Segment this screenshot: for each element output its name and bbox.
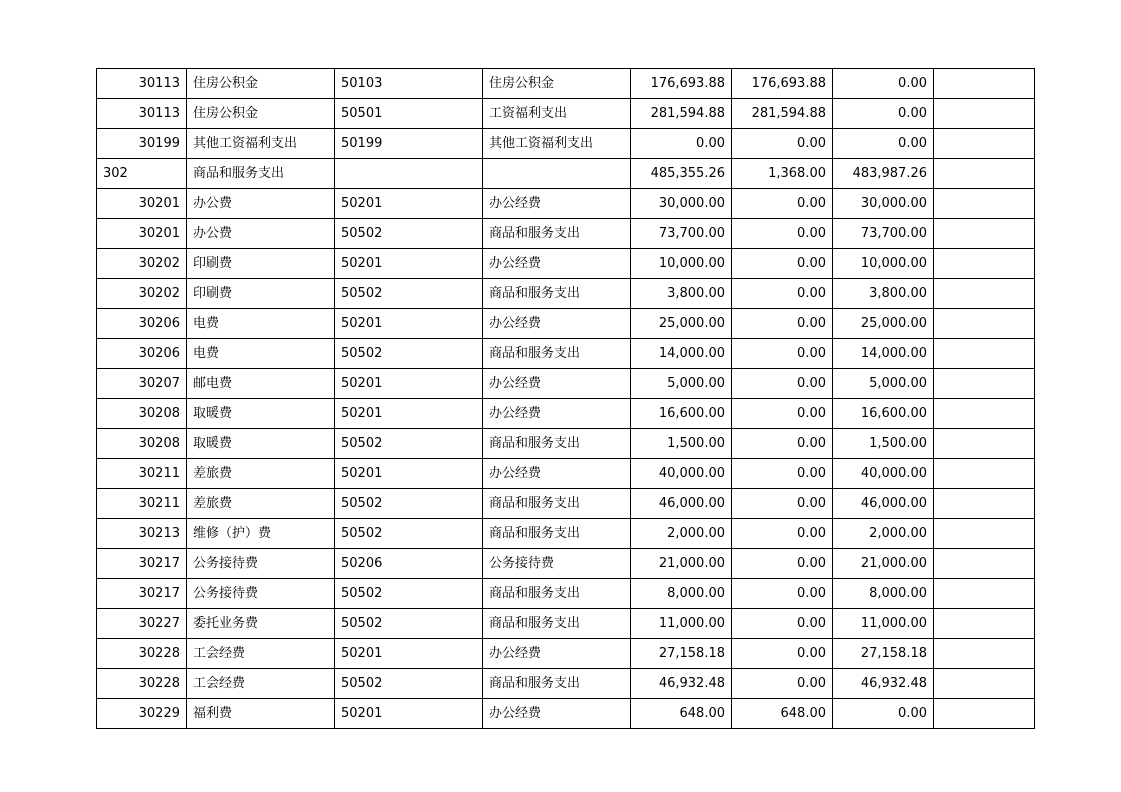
cell-total: 2,000.00 [631,519,732,549]
cell-econ-code [335,159,483,189]
cell-econ-code: 50201 [335,309,483,339]
cell-basic: 0.00 [732,519,833,549]
cell-econ-name: 商品和服务支出 [483,219,631,249]
cell-func-code: 30217 [97,549,187,579]
cell-func-name: 公务接待费 [187,549,335,579]
cell-econ-name: 办公经费 [483,369,631,399]
cell-func-name: 取暖费 [187,429,335,459]
cell-econ-code: 50502 [335,669,483,699]
table-row [97,129,1035,159]
cell-econ-code: 50201 [335,369,483,399]
cell-remark [934,279,1035,309]
cell-total: 46,932.48 [631,669,732,699]
cell-remark [934,249,1035,279]
cell-project: 8,000.00 [833,579,934,609]
cell-econ-code: 50199 [335,129,483,159]
cell-basic: 0.00 [732,369,833,399]
cell-func-code: 30229 [97,699,187,729]
cell-basic: 0.00 [732,189,833,219]
cell-basic: 0.00 [732,339,833,369]
cell-func-code: 30228 [97,639,187,669]
cell-remark [934,129,1035,159]
table-row [97,189,1035,219]
table-row [97,279,1035,309]
cell-total: 648.00 [631,699,732,729]
cell-remark [934,519,1035,549]
cell-econ-code: 50201 [335,639,483,669]
cell-basic: 0.00 [732,459,833,489]
cell-total: 21,000.00 [631,549,732,579]
cell-econ-code: 50502 [335,279,483,309]
cell-econ-name: 办公经费 [483,699,631,729]
cell-econ-code: 50201 [335,189,483,219]
cell-econ-code: 50201 [335,459,483,489]
cell-func-code: 30206 [97,339,187,369]
cell-project: 16,600.00 [833,399,934,429]
cell-total: 1,500.00 [631,429,732,459]
cell-econ-name: 办公经费 [483,399,631,429]
cell-total: 5,000.00 [631,369,732,399]
cell-total: 25,000.00 [631,309,732,339]
cell-econ-name: 商品和服务支出 [483,279,631,309]
cell-econ-name: 商品和服务支出 [483,489,631,519]
cell-econ-code: 50502 [335,429,483,459]
cell-project: 0.00 [833,129,934,159]
cell-basic: 0.00 [732,609,833,639]
cell-econ-code: 50501 [335,99,483,129]
cell-func-code: 30213 [97,519,187,549]
table-row [97,489,1035,519]
cell-project: 27,158.18 [833,639,934,669]
cell-func-name: 电费 [187,339,335,369]
budget-table-body [97,69,1035,729]
cell-econ-code: 50502 [335,519,483,549]
cell-remark [934,189,1035,219]
cell-func-code: 30202 [97,249,187,279]
table-row [97,609,1035,639]
cell-project: 11,000.00 [833,609,934,639]
cell-econ-name: 商品和服务支出 [483,519,631,549]
cell-total: 46,000.00 [631,489,732,519]
cell-project: 5,000.00 [833,369,934,399]
cell-basic: 0.00 [732,669,833,699]
table-row [97,579,1035,609]
cell-func-code: 30199 [97,129,187,159]
table-row [97,69,1035,99]
cell-func-code: 30211 [97,459,187,489]
cell-econ-code: 50201 [335,399,483,429]
cell-project: 40,000.00 [833,459,934,489]
cell-remark [934,459,1035,489]
cell-total: 14,000.00 [631,339,732,369]
table-row [97,519,1035,549]
cell-func-name: 委托业务费 [187,609,335,639]
cell-func-name: 邮电费 [187,369,335,399]
cell-project: 1,500.00 [833,429,934,459]
cell-econ-code: 50502 [335,219,483,249]
cell-func-name: 差旅费 [187,489,335,519]
cell-func-code: 30207 [97,369,187,399]
cell-remark [934,639,1035,669]
cell-econ-name: 其他工资福利支出 [483,129,631,159]
cell-econ-name: 办公经费 [483,249,631,279]
cell-basic: 0.00 [732,549,833,579]
cell-func-name: 福利费 [187,699,335,729]
cell-econ-name: 商品和服务支出 [483,429,631,459]
cell-project: 0.00 [833,99,934,129]
cell-func-name: 住房公积金 [187,99,335,129]
cell-total: 73,700.00 [631,219,732,249]
cell-total: 8,000.00 [631,579,732,609]
cell-basic: 0.00 [732,249,833,279]
cell-func-code: 30227 [97,609,187,639]
cell-econ-code: 50206 [335,549,483,579]
cell-total: 176,693.88 [631,69,732,99]
cell-total: 16,600.00 [631,399,732,429]
cell-econ-code: 50502 [335,489,483,519]
cell-remark [934,99,1035,129]
cell-remark [934,579,1035,609]
cell-func-code: 30211 [97,489,187,519]
cell-econ-name: 商品和服务支出 [483,609,631,639]
cell-econ-name: 办公经费 [483,639,631,669]
cell-econ-name [483,159,631,189]
cell-func-code: 30206 [97,309,187,339]
cell-remark [934,609,1035,639]
cell-func-code: 30201 [97,189,187,219]
cell-basic: 0.00 [732,579,833,609]
cell-total: 3,800.00 [631,279,732,309]
cell-econ-name: 住房公积金 [483,69,631,99]
cell-econ-code: 50502 [335,609,483,639]
cell-func-name: 工会经费 [187,639,335,669]
cell-econ-name: 办公经费 [483,459,631,489]
cell-project: 10,000.00 [833,249,934,279]
cell-total: 27,158.18 [631,639,732,669]
cell-total: 281,594.88 [631,99,732,129]
cell-project: 30,000.00 [833,189,934,219]
cell-func-name: 商品和服务支出 [187,159,335,189]
cell-project: 46,932.48 [833,669,934,699]
cell-remark [934,219,1035,249]
cell-basic: 176,693.88 [732,69,833,99]
cell-func-name: 公务接待费 [187,579,335,609]
cell-func-name: 住房公积金 [187,69,335,99]
cell-basic: 0.00 [732,399,833,429]
cell-total: 485,355.26 [631,159,732,189]
cell-func-code: 30113 [97,69,187,99]
cell-remark [934,489,1035,519]
cell-econ-code: 50103 [335,69,483,99]
cell-func-name: 维修（护）费 [187,519,335,549]
cell-total: 40,000.00 [631,459,732,489]
cell-basic: 0.00 [732,279,833,309]
cell-remark [934,369,1035,399]
cell-basic: 648.00 [732,699,833,729]
cell-econ-name: 商品和服务支出 [483,579,631,609]
cell-total: 10,000.00 [631,249,732,279]
cell-func-name: 差旅费 [187,459,335,489]
cell-basic: 0.00 [732,219,833,249]
cell-remark [934,69,1035,99]
cell-remark [934,549,1035,579]
cell-func-code: 30208 [97,399,187,429]
cell-remark [934,159,1035,189]
cell-project: 21,000.00 [833,549,934,579]
cell-project: 2,000.00 [833,519,934,549]
cell-project: 46,000.00 [833,489,934,519]
cell-func-name: 办公费 [187,189,335,219]
cell-func-name: 印刷费 [187,249,335,279]
cell-basic: 0.00 [732,489,833,519]
cell-basic: 0.00 [732,639,833,669]
cell-remark [934,669,1035,699]
table-group-row [97,159,1035,189]
cell-project: 14,000.00 [833,339,934,369]
cell-econ-code: 50201 [335,699,483,729]
cell-econ-name: 商品和服务支出 [483,669,631,699]
table-row [97,459,1035,489]
cell-total: 30,000.00 [631,189,732,219]
cell-remark [934,399,1035,429]
table-row [97,399,1035,429]
cell-func-name: 工会经费 [187,669,335,699]
cell-econ-code: 50502 [335,579,483,609]
table-row [97,249,1035,279]
cell-basic: 1,368.00 [732,159,833,189]
cell-total: 0.00 [631,129,732,159]
table-row [97,669,1035,699]
table-row [97,429,1035,459]
table-row [97,639,1035,669]
cell-remark [934,429,1035,459]
cell-remark [934,309,1035,339]
cell-func-code: 302 [97,159,187,189]
cell-func-code: 30217 [97,579,187,609]
cell-econ-name: 工资福利支出 [483,99,631,129]
cell-func-name: 取暖费 [187,399,335,429]
cell-basic: 281,594.88 [732,99,833,129]
cell-basic: 0.00 [732,429,833,459]
table-row [97,219,1035,249]
cell-econ-code: 50201 [335,249,483,279]
cell-remark [934,699,1035,729]
cell-func-code: 30228 [97,669,187,699]
cell-econ-name: 办公经费 [483,309,631,339]
cell-econ-code: 50502 [335,339,483,369]
cell-func-name: 其他工资福利支出 [187,129,335,159]
cell-remark [934,339,1035,369]
cell-econ-name: 公务接待费 [483,549,631,579]
cell-econ-name: 办公经费 [483,189,631,219]
table-row [97,369,1035,399]
budget-table [96,68,1035,729]
cell-basic: 0.00 [732,309,833,339]
table-row [97,549,1035,579]
cell-total: 11,000.00 [631,609,732,639]
cell-basic: 0.00 [732,129,833,159]
cell-project: 73,700.00 [833,219,934,249]
cell-econ-name: 商品和服务支出 [483,339,631,369]
table-row [97,309,1035,339]
table-row [97,99,1035,129]
cell-func-name: 电费 [187,309,335,339]
cell-func-code: 30202 [97,279,187,309]
cell-project: 0.00 [833,699,934,729]
table-row [97,339,1035,369]
cell-func-name: 办公费 [187,219,335,249]
cell-func-code: 30113 [97,99,187,129]
cell-func-name: 印刷费 [187,279,335,309]
cell-func-code: 30201 [97,219,187,249]
table-row [97,699,1035,729]
cell-func-code: 30208 [97,429,187,459]
cell-project: 3,800.00 [833,279,934,309]
cell-project: 25,000.00 [833,309,934,339]
cell-project: 483,987.26 [833,159,934,189]
cell-project: 0.00 [833,69,934,99]
